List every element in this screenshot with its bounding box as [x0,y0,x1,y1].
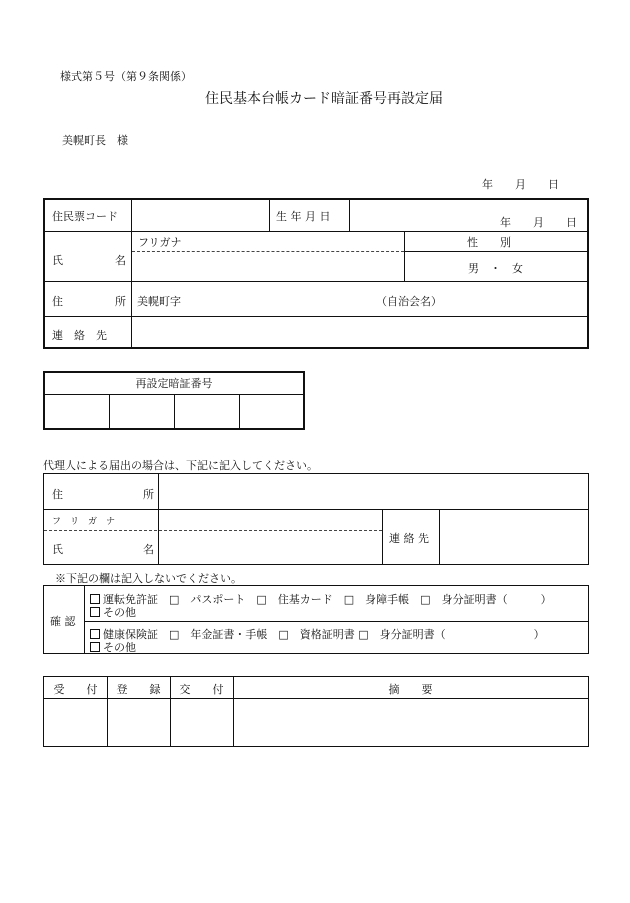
addressee: 美幌町長 様 [62,134,128,147]
registered-header: 登 録 [116,683,161,696]
summary-header: 摘 要 [388,683,433,696]
proxy-name-field[interactable] [159,531,380,563]
proxy-contact-field[interactable] [440,510,586,563]
confirm-row-1-other[interactable]: その他 [90,604,136,620]
address-label-2: 所 [115,295,126,308]
proxy-name-label-2: 名 [143,543,154,556]
form-number: 様式第５号（第９条関係） [60,70,192,83]
resident-code-label: 住民票コード [52,210,118,223]
birth-date-field[interactable]: 年 月 日 [500,216,577,229]
pin-digit-3[interactable] [175,395,237,428]
sex-label: 性 別 [467,236,511,249]
pin-table-title: 再設定暗証番号 [135,377,213,390]
furigana-label: フリガナ [138,236,182,249]
proxy-address-label-1: 住 [52,488,63,501]
issued-header: 交 付 [179,683,224,696]
proxy-name-label-1: 氏 [52,543,63,556]
confirm-row-2-other[interactable]: その他 [90,639,136,655]
confirm-row-1[interactable]: 運転免許証 □ パスポート □ 住基カード □ 身障手帳 □ 身分証明書（ ） [90,591,552,607]
proxy-address-label-2: 所 [143,488,154,501]
name-field[interactable] [131,252,401,279]
sex-options[interactable]: 男 ・ 女 [468,262,523,275]
checkbox-icon[interactable] [90,629,100,639]
confirm-row-2[interactable]: 健康保険証 □ 年金証書・手帳 □ 資格証明書 □ 身分証明書（ ） [90,626,545,642]
confirmation-label: 確 認 [50,615,76,628]
name-label-2: 名 [115,254,126,267]
page-title: 住民基本台帳カード暗証番号再設定届 [205,91,443,107]
resident-code-field[interactable] [131,200,267,229]
name-label-1: 氏 [52,254,63,267]
proxy-furigana-label: フ リ ガ ナ [52,517,116,527]
proxy-instruction: 代理人による届出の場合は、下記に記入してください。 [43,459,318,472]
checkbox-icon[interactable] [90,642,100,652]
checkbox-icon[interactable] [90,594,100,604]
contact-label: 連 絡 先 [52,329,107,342]
received-header: 受 付 [53,683,98,696]
address-label-1: 住 [52,295,63,308]
submission-date: 年 月 日 [482,178,559,191]
contact-field[interactable] [131,317,586,347]
office-use-note: ※下記の欄は記入しないでください。 [55,572,242,585]
association-label: （自治会名） [376,295,442,308]
pin-digit-1[interactable] [46,395,106,428]
address-prefix: 美幌町字 [137,295,181,308]
birth-date-label: 生 年 月 日 [276,210,331,223]
checkbox-icon[interactable] [90,607,100,617]
proxy-contact-label: 連 絡 先 [389,532,429,545]
pin-digit-2[interactable] [110,395,172,428]
proxy-address-field[interactable] [159,475,586,507]
pin-digit-4[interactable] [240,395,302,428]
